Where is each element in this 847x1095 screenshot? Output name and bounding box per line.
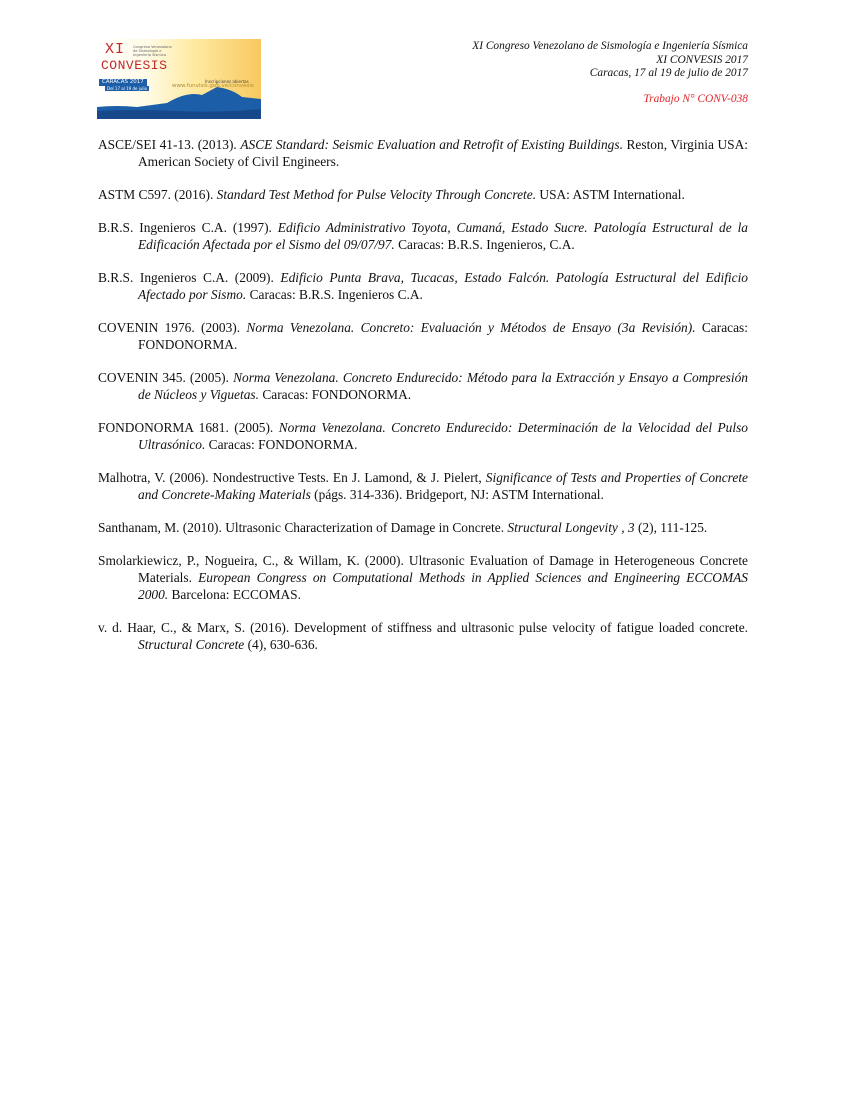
logo-name: CONVESIS (101, 58, 168, 73)
logo-tagline: Congreso Venezolano de Sismología e Ingeniería Sísmica (133, 45, 172, 57)
reference-entry: FONDONORMA 1681. (2005). Norma Venezolana. Concreto Endurecido: Determinación de la Velocidad del Pulso Ultrasónico. Caracas: FONDONORMA. (98, 420, 748, 452)
reference-entry: COVENIN 1976. (2003). Norma Venezolana. Concreto: Evaluación y Métodos de Ensayo (3a Revisión). Caracas: FONDONORMA. (98, 320, 748, 352)
reference-list (98, 136, 748, 669)
reference-entry: v. d. Haar, C., & Marx, S. (2016). Development of stiffness and ultrasonic pulse velocity of fatigue loaded concrete. Structural Concrete (4), 630-636. (98, 620, 748, 652)
page-header (348, 40, 748, 106)
reference-entry: ASTM C597. (2016). Standard Test Method for Pulse Velocity Through Concrete. USA: ASTM International. (98, 187, 685, 202)
reference-entry: Smolarkiewicz, P., Nogueira, C., & Willam, K. (2000). Ultrasonic Evaluation of Damage in Heterogeneous Concrete Materials. European Congress on Computational Methods in Applied Sciences and Engineering ECCOMAS 2000. Barcelona: ECCOMAS. (98, 553, 749, 602)
reference-entry: ASCE/SEI 41-13. (2013). ASCE Standard: Seismic Evaluation and Retrofit of Existing Buildings. Reston, Virginia USA: American Society of Civil Engineers. (98, 137, 748, 169)
header-conference: XI Congreso Venezolano de Sismología e Ingeniería Sísmica (472, 40, 748, 52)
logo-city-year: CARACAS 2017 (99, 79, 147, 86)
convesis-logo (97, 39, 261, 119)
logo-roman: XI (105, 41, 126, 58)
header-paper-number: Trabajo N° CONV-038 (643, 92, 748, 105)
logo-dates: Del 17 al 19 de julio (107, 86, 148, 91)
reference-entry: B.R.S. Ingenieros C.A. (2009). Edificio Punta Brava, Tucacas, Estado Falcón. Patología Estructural del Edificio Afectado por Sismo. Caracas: B.R.S. Ingenieros C.A. (98, 270, 749, 302)
logo-registration: Inscripciones abiertas (205, 79, 249, 84)
header-short-name: XI CONVESIS 2017 (656, 53, 748, 66)
reference-entry: COVENIN 345. (2005). Norma Venezolana. Concreto Endurecido: Método para la Extracción y Ensayo a Compresión de Núcleos y Viguetas. Caracas: FONDONORMA. (98, 370, 748, 402)
reference-entry: Malhotra, V. (2006). Nondestructive Tests. En J. Lamond, & J. Pielert, Significance of Tests and Properties of Concrete and Concrete-Making Materials (págs. 314-336). Bridgeport, NJ: ASTM International. (98, 470, 748, 502)
reference-entry: Santhanam, M. (2010). Ultrasonic Characterization of Damage in Concrete. Structural Longevity , 3 (2), 111-125. (98, 520, 708, 535)
header-venue-date: Caracas, 17 al 19 de julio de 2017 (589, 67, 748, 79)
reference-entry: B.R.S. Ingenieros C.A. (1997). Edificio Administrativo Toyota, Cumaná, Estado Sucre. Patología Estructural de la Edificación Afectada por el Sismo del 09/07/97. Caracas: B.R.S. Ingenieros, C.A. (98, 220, 748, 252)
logo-url: www.funvisis.gob.ve/convesis (172, 83, 254, 89)
